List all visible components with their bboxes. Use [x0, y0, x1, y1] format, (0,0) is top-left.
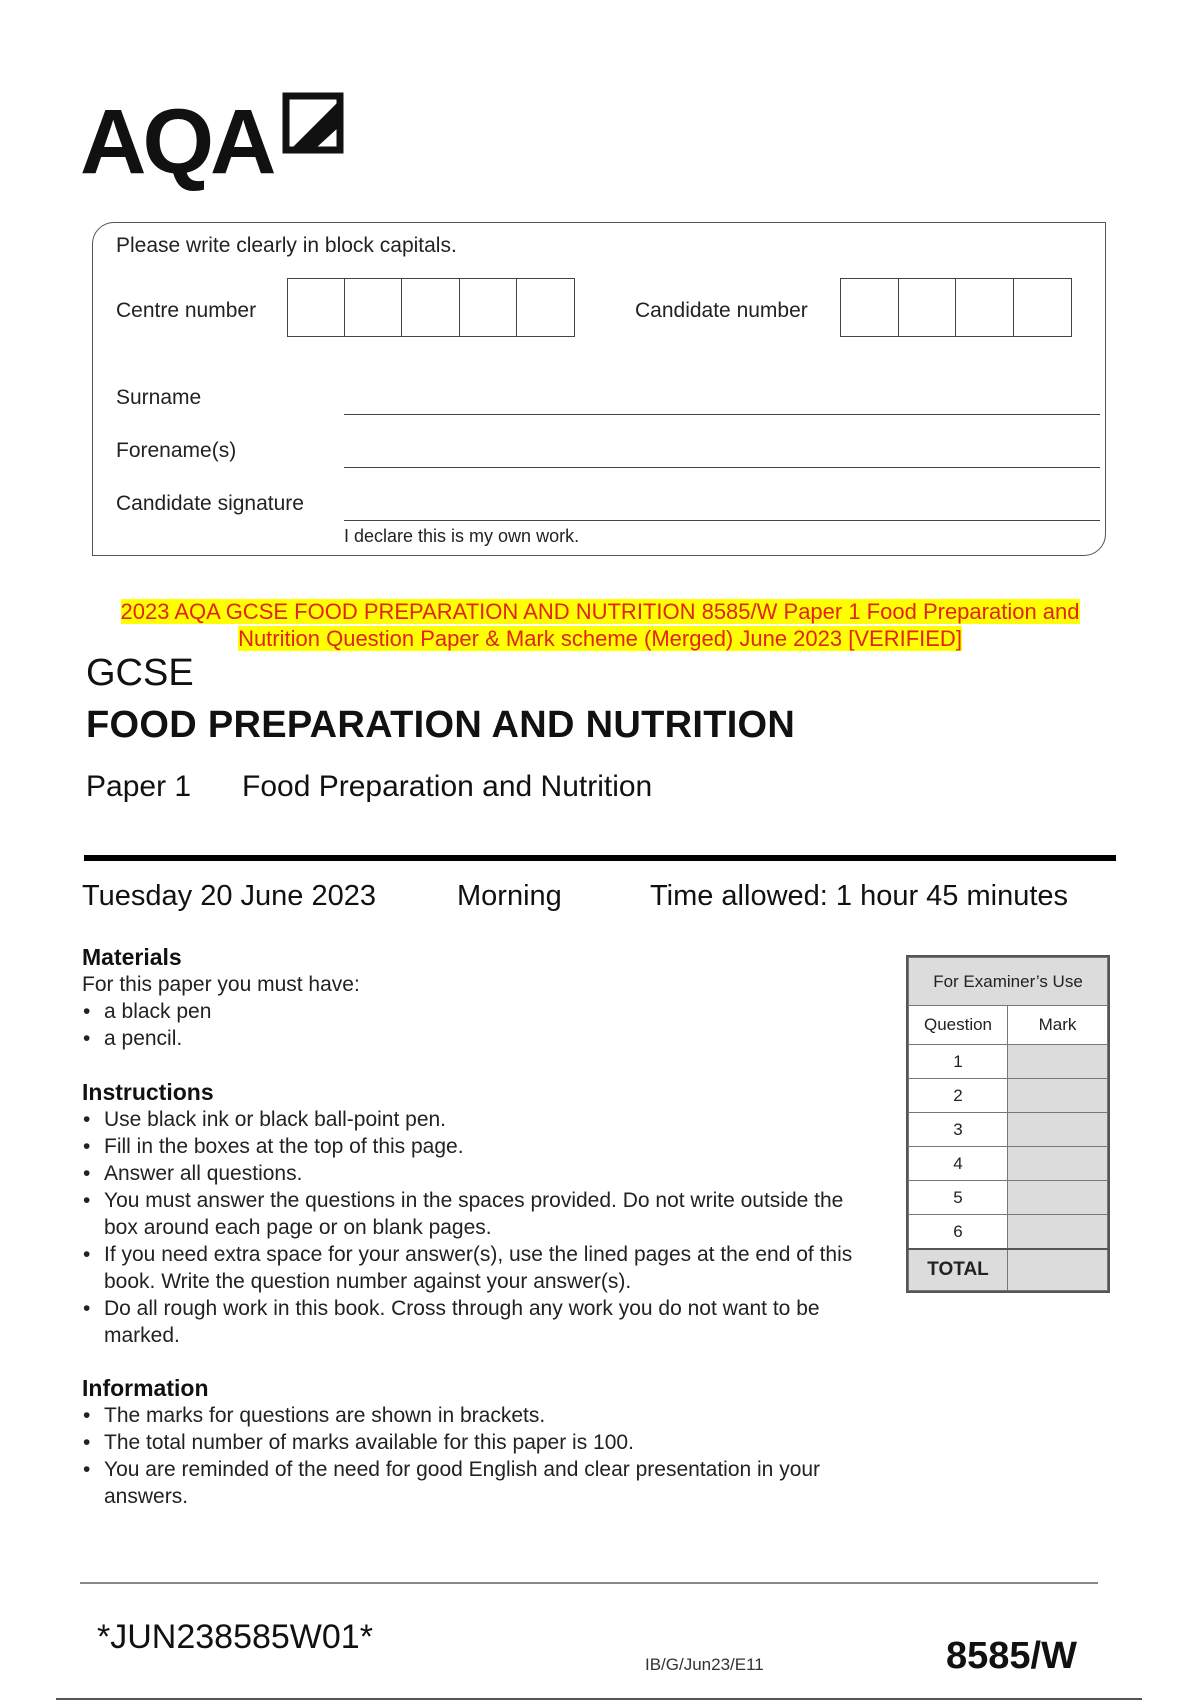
title-divider: [84, 855, 1116, 861]
mark-cell: [1008, 1215, 1108, 1250]
centre-number-label: Centre number: [116, 299, 257, 322]
subject-title: FOOD PREPARATION AND NUTRITION: [86, 704, 796, 746]
digit-box[interactable]: [899, 279, 957, 336]
list-item: • You are reminded of the need for good English and clear presentation in your answers.: [82, 1456, 842, 1510]
declaration-text: I declare this is my own work.: [344, 526, 580, 546]
digit-box[interactable]: [460, 279, 517, 336]
question-number: 1: [909, 1045, 1008, 1079]
question-number: 3: [909, 1113, 1008, 1147]
highlight-line-2: Nutrition Question Paper & Mark scheme (Merged) June 2023 [VERIFIED]: [238, 626, 962, 651]
centre-number-field[interactable]: [287, 278, 575, 337]
information-title: Information: [82, 1375, 209, 1401]
time-allowed: Time allowed: 1 hour 45 minutes: [650, 880, 1069, 912]
digit-box[interactable]: [288, 279, 345, 336]
surname-label: Surname: [116, 386, 202, 409]
qualification-title: GCSE: [86, 652, 194, 694]
list-item: • The total number of marks available for this paper is 100.: [82, 1429, 842, 1456]
question-number: 6: [909, 1215, 1008, 1250]
list-item: • If you need extra space for your answer(s), use the lined pages at the end of this book. Write the question number against your answer(s).: [82, 1241, 882, 1295]
forenames-label: Forename(s): [116, 439, 237, 462]
surname-field[interactable]: [344, 414, 1100, 415]
barcode-text: *JUN238585W01*: [97, 1618, 373, 1656]
mark-cell: [1008, 1079, 1108, 1113]
digit-box[interactable]: [517, 279, 574, 336]
instructions-section: [82, 1079, 882, 1349]
question-number: 4: [909, 1147, 1008, 1181]
block-capitals-instruction: Please write clearly in block capitals.: [116, 234, 457, 257]
instructions-title: Instructions: [82, 1079, 214, 1105]
highlight-banner: [94, 598, 1106, 652]
materials-title: Materials: [82, 944, 182, 970]
list-item: • Do all rough work in this book. Cross through any work you do not want to be marked.: [82, 1295, 882, 1349]
list-item: • You must answer the questions in the spaces provided. Do not write outside the box around each page or on blank pages.: [82, 1187, 882, 1241]
footer-divider: [80, 1582, 1098, 1584]
mark-cell: [1008, 1181, 1108, 1215]
highlight-line-1: 2023 AQA GCSE FOOD PREPARATION AND NUTRITION 8585/W Paper 1 Food Preparation and: [120, 599, 1080, 624]
digit-box[interactable]: [1014, 279, 1072, 336]
digit-box[interactable]: [956, 279, 1014, 336]
candidate-number-label: Candidate number: [635, 299, 808, 322]
materials-section: [82, 944, 872, 1052]
digit-box[interactable]: [841, 279, 899, 336]
exam-session: Morning: [457, 880, 562, 912]
list-item: • a black pen: [82, 998, 872, 1025]
digit-box[interactable]: [345, 279, 402, 336]
list-item: • The marks for questions are shown in brackets.: [82, 1402, 842, 1429]
paper-name: Food Preparation and Nutrition: [242, 770, 653, 803]
examiner-table-title: For Examiner’s Use: [909, 958, 1108, 1006]
list-item: • a pencil.: [82, 1025, 872, 1052]
total-label: TOTAL: [909, 1249, 1008, 1291]
reference-code: IB/G/Jun23/E11: [645, 1655, 764, 1674]
materials-intro: For this paper you must have:: [82, 973, 360, 996]
list-item: • Use black ink or black ball-point pen.: [82, 1106, 882, 1133]
examiner-use-table: [906, 955, 1110, 1293]
information-section: [82, 1375, 842, 1510]
mark-cell: [1008, 1113, 1108, 1147]
signature-label: Candidate signature: [116, 492, 304, 515]
question-number: 2: [909, 1079, 1008, 1113]
exam-date: Tuesday 20 June 2023: [82, 880, 376, 912]
logo-text: AQA: [80, 91, 273, 193]
aqa-logo: [80, 92, 350, 192]
question-column-header: Question: [909, 1006, 1008, 1045]
total-mark-cell: [1008, 1249, 1108, 1291]
mark-cell: [1008, 1147, 1108, 1181]
candidate-number-field[interactable]: [840, 278, 1072, 337]
logo-mark-icon: [282, 92, 344, 154]
mark-cell: [1008, 1045, 1108, 1079]
paper-number: Paper 1: [86, 770, 192, 803]
question-number: 5: [909, 1181, 1008, 1215]
digit-box[interactable]: [402, 279, 459, 336]
list-item: • Fill in the boxes at the top of this page.: [82, 1133, 882, 1160]
paper-code: 8585/W: [946, 1635, 1077, 1677]
list-item: • Answer all questions.: [82, 1160, 882, 1187]
forenames-field[interactable]: [344, 467, 1100, 468]
mark-column-header: Mark: [1008, 1006, 1108, 1045]
signature-field[interactable]: [344, 520, 1100, 521]
